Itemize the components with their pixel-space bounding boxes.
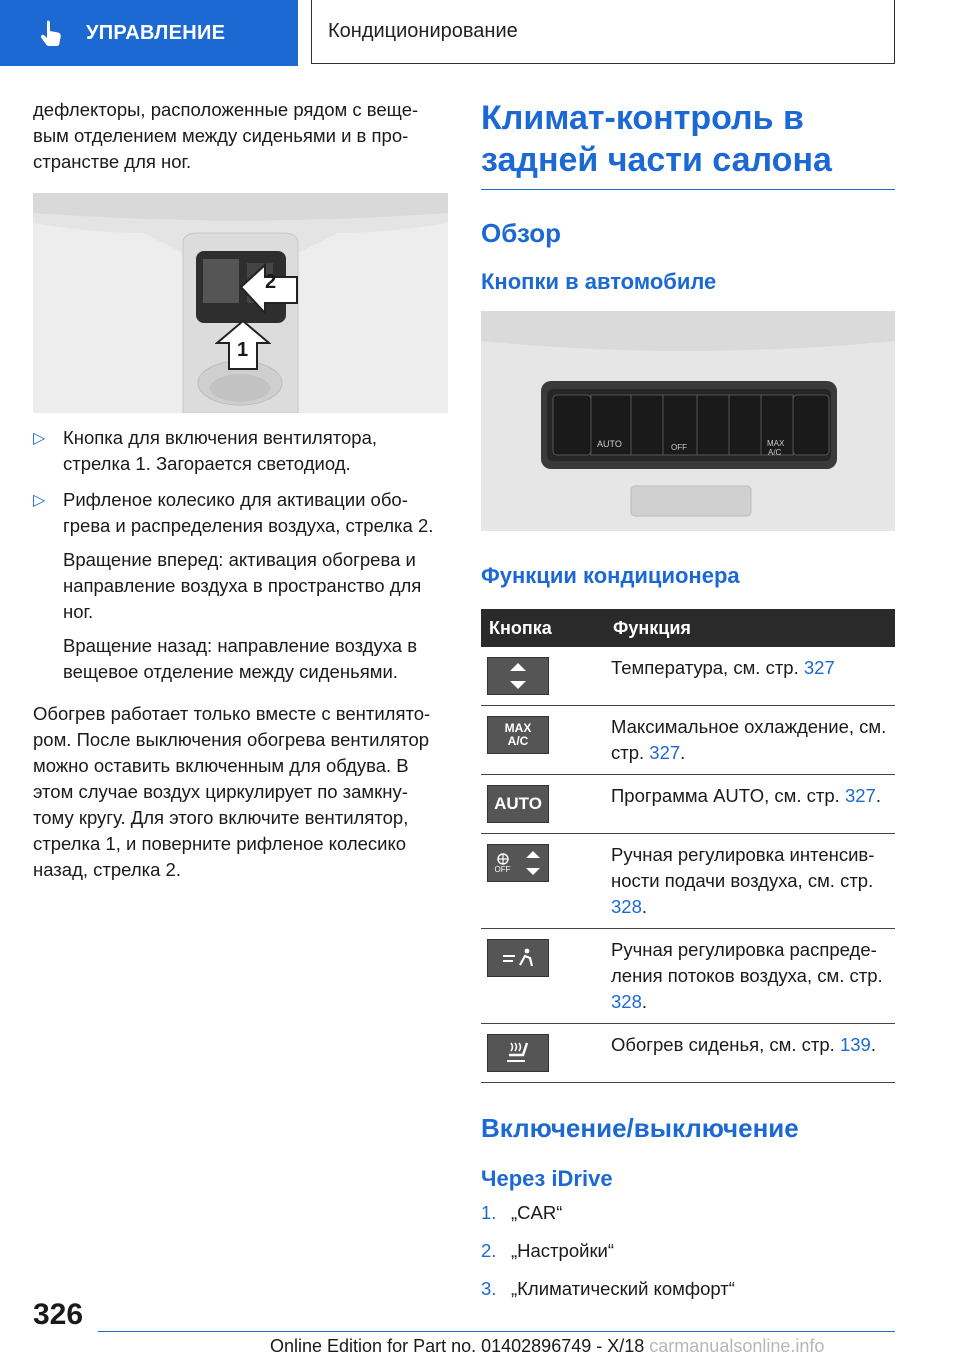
temperature-arrows-icon [487,657,549,695]
rotation-backward-text: Вращение назад: направление воздуха в вещевое отделение между сиденьями. [63,635,418,682]
air-distribution-icon [487,939,549,977]
callout-1: 1 [237,339,249,361]
table-row: OFF Ручная регулировка интенсив-ности подачи воздуха, см. стр. 328. [481,834,895,929]
title-divider [481,189,895,190]
page-link[interactable]: 328 [611,896,642,917]
hand-icon [36,18,66,48]
panel-ac-label: A/C [768,448,782,457]
left-column [33,97,449,883]
functions-table [481,609,895,1083]
triangle-bullet-icon: ▷ [33,430,46,447]
edition-text: Online Edition for Part no. 01402896749 - X/18 [270,1336,645,1356]
idrive-heading: Через iDrive [481,1166,613,1191]
watermark: carmanualsonline.info [649,1336,825,1356]
page-link[interactable]: 139 [839,1034,871,1055]
buttons-heading: Кнопки в автомобиле [481,269,717,294]
max-ac-icon: MAX A/C [487,716,549,754]
panel-auto-label: AUTO [597,439,622,449]
triangle-bullet-icon: ▷ [33,492,46,509]
page-link[interactable]: 328 [611,991,642,1012]
column-header-button: Кнопка [481,609,605,647]
page-link[interactable]: 327 [803,657,835,678]
page-link[interactable]: 327 [649,742,681,763]
seat-heating-icon [487,1034,549,1072]
list-item: 1. „CAR“ [481,1202,563,1223]
table-row: Температура, см. стр. 327 [481,647,895,706]
table-row: AUTO Программа AUTO, см. стр. 327. [481,775,895,834]
callout-2: 2 [265,271,277,293]
rotation-forward-text: Вращение вперед: активация обогрева и направление воздуха в пространство для ног. [63,549,422,622]
table-row: Ручная регулировка распреде-ления потоков воздуха, см. стр. 328. [481,929,895,1024]
functions-heading: Функции кондиционера [481,563,740,588]
page-link[interactable]: 327 [844,785,876,806]
auto-icon: AUTO [487,785,549,823]
fan-arrows-icon: OFF [487,844,549,882]
footer-text [270,1336,824,1357]
instruction-list [33,425,449,539]
steps-list [481,1200,895,1302]
panel-off-label: OFF [671,443,687,452]
list-item: 3. „Климатический комфорт“ [481,1278,735,1299]
control-panel-photo [481,311,895,531]
heating-note: Обогрев работает только вместе с вентилято-ром. После выключения обогрева вентилятор можно оставить включенным для обдува. В этом случае воздух циркулирует по замкну-тому кругу. Для этого включите вентилятор, стрелка 1, и поверните рифленое колесико назад, стрелка 2. [33,703,431,880]
section-tab[interactable] [0,0,298,66]
panel-max-label: MAX [767,439,785,448]
column-header-function: Функция [605,609,895,647]
overview-heading: Обзор [481,218,561,248]
chapter-header [311,0,895,64]
section-title: УПРАВЛЕНИЕ [86,21,226,44]
list-item: ▷ Рифленое колесико для активации обо-грева и распределения воздуха, стрелка 2. [33,489,434,536]
table-row: Обогрев сиденья, см. стр. 139. [481,1024,895,1083]
right-column [481,97,895,1314]
control-panel-illustration [481,311,895,531]
intro-text: дефлекторы, расположенные рядом с веще-вым отделением между сиденьями и в про-странстве для ног. [33,99,419,172]
footer-divider [98,1331,895,1332]
page-title: Климат-контроль в задней части салона [481,99,832,179]
fan-icon [496,853,510,865]
page-number: 326 [33,1298,84,1331]
rear-console-photo [33,193,448,413]
table-row: MAX A/C Максимальное охлаждение, см. стр. 327. [481,706,895,775]
list-item: ▷ Кнопка для включения вентилятора, стрелка 1. Загорается светодиод. [33,427,378,474]
chapter-title: Кондиционирование [328,20,518,42]
on-off-heading: Включение/выключение [481,1113,799,1143]
list-item: 2. „Настройки“ [481,1240,615,1261]
